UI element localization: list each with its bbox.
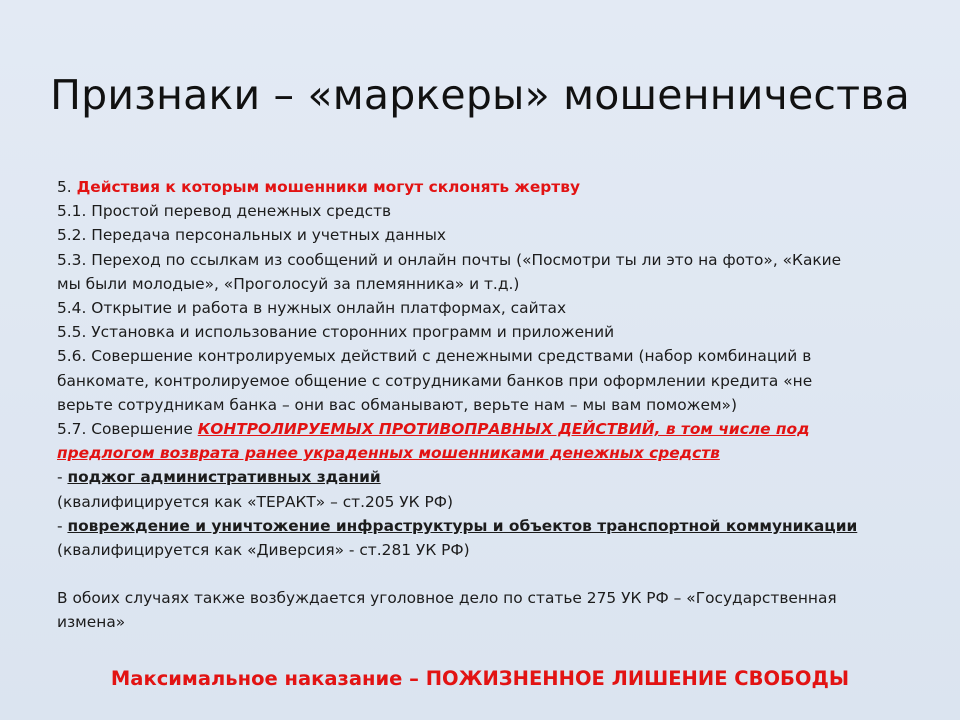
section-number: 5.: [57, 178, 77, 196]
item-5-3-line-1: 5.3. Переход по ссылкам из сообщений и онлайн почты («Посмотри ты ли это на фото», «Какие: [57, 250, 842, 269]
conclusion-line-1: В обоих случаях также возбуждается уголовное дело по статье 275 УК РФ – «Государственная: [57, 589, 837, 608]
slide-body: [57, 175, 907, 635]
item-5-7-line-1: [57, 417, 907, 441]
conclusion-line-2: измена»: [57, 613, 126, 632]
sub-item-arson-text: поджог административных зданий: [67, 468, 381, 487]
item-5-6-line-1: 5.6. Совершение контролируемых действий с денежными средствами (набор комбинаций в: [57, 347, 812, 366]
sub-item-dash: -: [57, 516, 68, 535]
item-5-3-line-2: мы были молодые», «Проголосуй за племянника» и т.д.): [57, 274, 520, 293]
sub-item-sabotage-text: повреждение и уничтожение инфраструктуры и объектов транспортной коммуникации: [67, 516, 858, 535]
max-penalty-statement: Максимальное наказание – ПОЖИЗНЕННОЕ ЛИШЕНИЕ СВОБОДЫ: [110, 667, 850, 690]
item-5-2: 5.2. Передача персональных и учетных данных: [57, 226, 447, 245]
item-5-7-prefix: 5.7. Совершение: [57, 420, 198, 439]
section-heading: Действия к которым мошенники могут склонять жертву: [76, 178, 580, 196]
sub-item-sabotage: [57, 514, 907, 538]
item-5-7-emphasis: КОНТРОЛИРУЕМЫХ ПРОТИВОПРАВНЫХ ДЕЙСТВИЙ, в том числе под: [197, 420, 810, 439]
item-5-7-emphasis-cont: предлогом возврата ранее украденных мошенниками денежных средств: [57, 444, 720, 463]
item-5-6-line-3: верьте сотрудникам банка – они вас обманывают, верьте нам – мы вам поможем»): [57, 395, 737, 414]
item-5-6-line-2: банкомате, контролируемое общение с сотрудниками банков при оформлении кредита «не: [57, 371, 813, 390]
sub-item-arson-qualification: (квалифицируется как «ТЕРАКТ» – ст.205 УК РФ): [57, 492, 454, 511]
slide-title: Признаки – «маркеры» мошенничества: [50, 71, 910, 119]
section-heading-line: [57, 175, 907, 199]
item-5-7-line-2: [57, 441, 907, 465]
item-5-1: 5.1. Простой перевод денежных средств: [57, 202, 392, 221]
sub-item-dash: -: [57, 468, 68, 487]
spacer: [57, 562, 907, 586]
sub-item-arson: [57, 465, 907, 489]
item-5-5: 5.5. Установка и использование сторонних программ и приложений: [57, 323, 615, 342]
sub-item-sabotage-qualification: (квалифицируется как «Диверсия» - ст.281 УК РФ): [57, 541, 470, 560]
item-5-4: 5.4. Открытие и работа в нужных онлайн платформах, сайтах: [57, 299, 567, 318]
